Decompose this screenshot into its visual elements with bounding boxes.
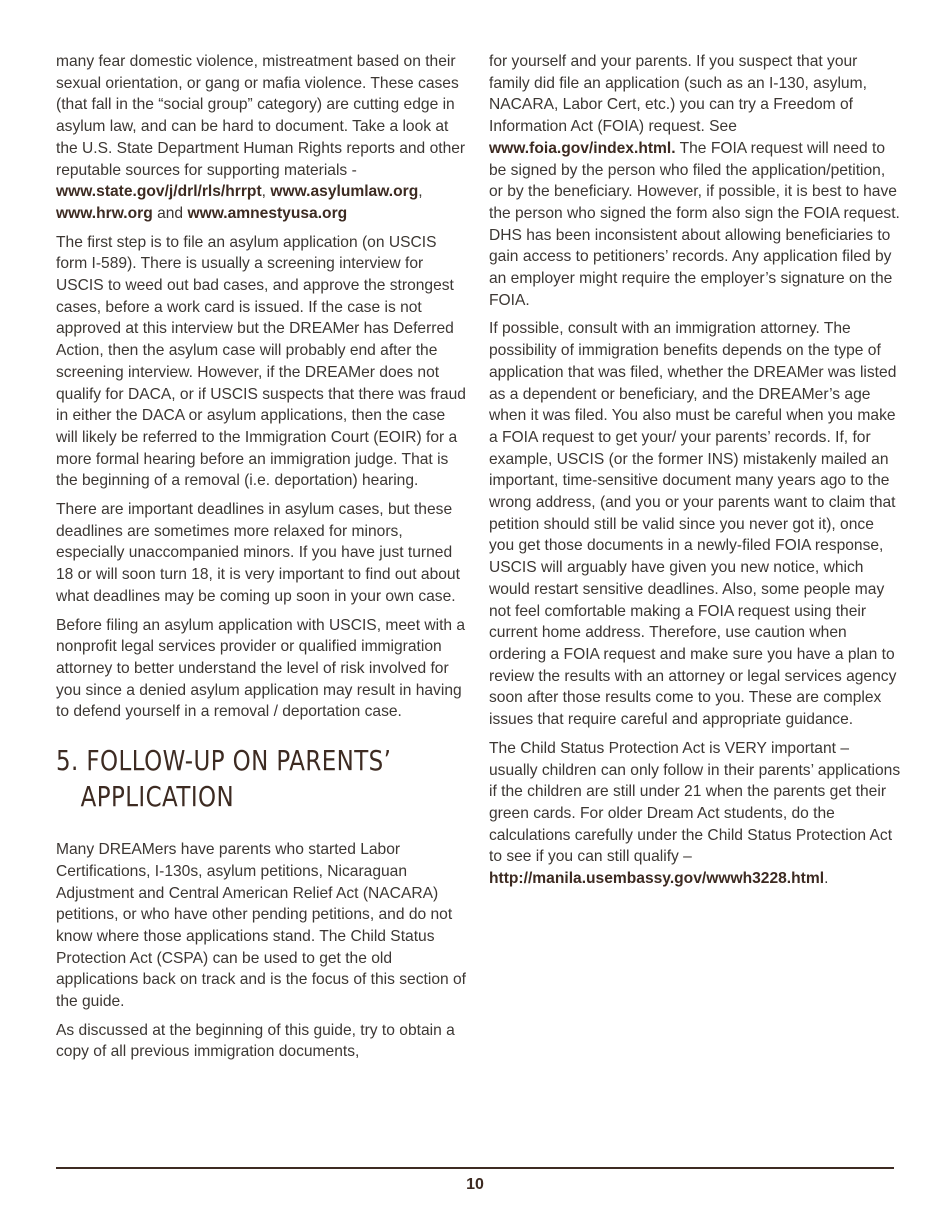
left-column	[56, 51, 466, 1070]
paragraph-before-filing: Before filing an asylum application with USCIS, meet with a nonprofit legal services provider or qualified immigration attorney to better understand the level of risk involved for you since a denied asylum application may result in having to defend yourself in a removal / deportation case.	[56, 616, 466, 721]
paragraph-first-step: The first step is to file an asylum application (on USCIS form I-589). There is usually a screening interview for USCIS to weed out bad cases, and approve the strongest cases, before a work card is issued. If the case is not approved at this interview but the DREAMer has Deferred Action, then the asylum case will probably end after the screening interview. However, if the DREAMer does not qualify for DACA, or if USCIS suspects that there was fraud in either the DACA or asylum applications, then the case will likely be referred to the Immigration Court (EOIR) for a more formal hearing before an immigration judge. That is the beginning of a removal (i.e. deportation) hearing.	[56, 233, 466, 490]
link-asylumlaw[interactable]: www.asylumlaw.org	[270, 183, 419, 201]
paragraph-deadlines: There are important deadlines in asylum cases, but these deadlines are sometimes more relaxed for minors, especially unaccompanied minors. If you have just turned 18 or will soon turn 18, it is very important to find out about what deadlines may be coming up soon in your own case.	[56, 501, 460, 605]
right-column	[489, 51, 901, 897]
section-heading: 5. FOLLOW-UP ON PARENTS’ APPLICATION	[56, 744, 392, 814]
paragraph-consult-attorney: If possible, consult with an immigration attorney. The possibility of immigration benefits depends on the type of application that was filed, whether the DREAMer was listed as a dependent or beneficiary, and the DREAMer’s age when it was filed. You also must be careful when you make a FOIA request to get your/ your parents’ records. If, for example, USCIS (or the former INS) mistakenly mailed an important, time-sensitive document many years ago to the wrong address, (and you or your parents want to claim that petition should still be valid since you never got it), once you get those documents in a newly-filed FOIA response, USCIS will arguably have given you new notice, which would restart sensitive deadlines. Also, some people may not feel comfortable making a FOIA request using their current home address. Therefore, use caution when ordering a FOIA request and make sure you have a plan to review the results with an attorney or legal services agency soon after those results come to you. These are complex issues that require careful and appropriate guidance.	[489, 320, 897, 729]
paragraph-many-dreamers: Many DREAMers have parents who started Labor Certifications, I-130s, asylum petitions, Nicaraguan Adjustment and Central American Relief Act (NACARA) petitions, or who have other pending petitions, and do not know where those applications stand. The Child Status Protection Act (CSPA) can be used to get the old applications back on track and is the focus of this section of the guide.	[56, 841, 466, 1011]
link-foia[interactable]: www.foia.gov/index.html.	[489, 139, 676, 157]
link-amnestyusa[interactable]: www.amnestyusa.org	[187, 204, 348, 222]
link-usembassy[interactable]: http://manila.usembassy.gov/wwwh3228.html	[489, 870, 825, 888]
footer-rule	[56, 1167, 894, 1169]
page-number: 10	[466, 1176, 484, 1193]
link-state-gov[interactable]: www.state.gov/j/drl/rls/hrrpt	[56, 183, 262, 201]
link-hrw[interactable]: www.hrw.org	[56, 204, 153, 222]
paragraph-foia: for yourself and your parents. If you suspect that your family did file an application (such as an I-130, asylum, NACARA, Labor Cert, etc.) you can try a Freedom of Information Act (FOIA) request. See www.foia.gov/index.html. The FOIA request will need to be signed by the person who filed the application/petition, or by the beneficiary. However, if possible, it is best to have the person who signed the form also sign the FOIA request. DHS has been inconsistent about allowing beneficiaries to gain access to petitioners’ records. Any application filed by an employer might require the employer’s signature on the FOIA.	[489, 53, 900, 309]
paragraph-cspa: The Child Status Protection Act is VERY important – usually children can only follow in their parents’ applications if the children are still under 21 when the parents get their green cards. For older Dream Act students, do the calculations carefully under the Child Status Protection Act to see if you can still qualify – http://manila.usembassy.gov/wwwh3228.html.	[489, 739, 901, 888]
paragraph-as-discussed: As discussed at the beginning of this guide, try to obtain a copy of all previous immigration documents,	[56, 1021, 455, 1061]
paragraph-social-group: many fear domestic violence, mistreatment based on their sexual orientation, or gang or mafia violence. These cases (that fall in the “social group” category) are cutting edge in asylum law, and can be hard to document. Take a look at the U.S. State Department Human Rights reports and other reputable sources for supporting materials - www.state.gov/j/drl/rls/hrrpt, www.asylumlaw.org, www.hrw.org and www.amnestyusa.org	[56, 53, 466, 222]
